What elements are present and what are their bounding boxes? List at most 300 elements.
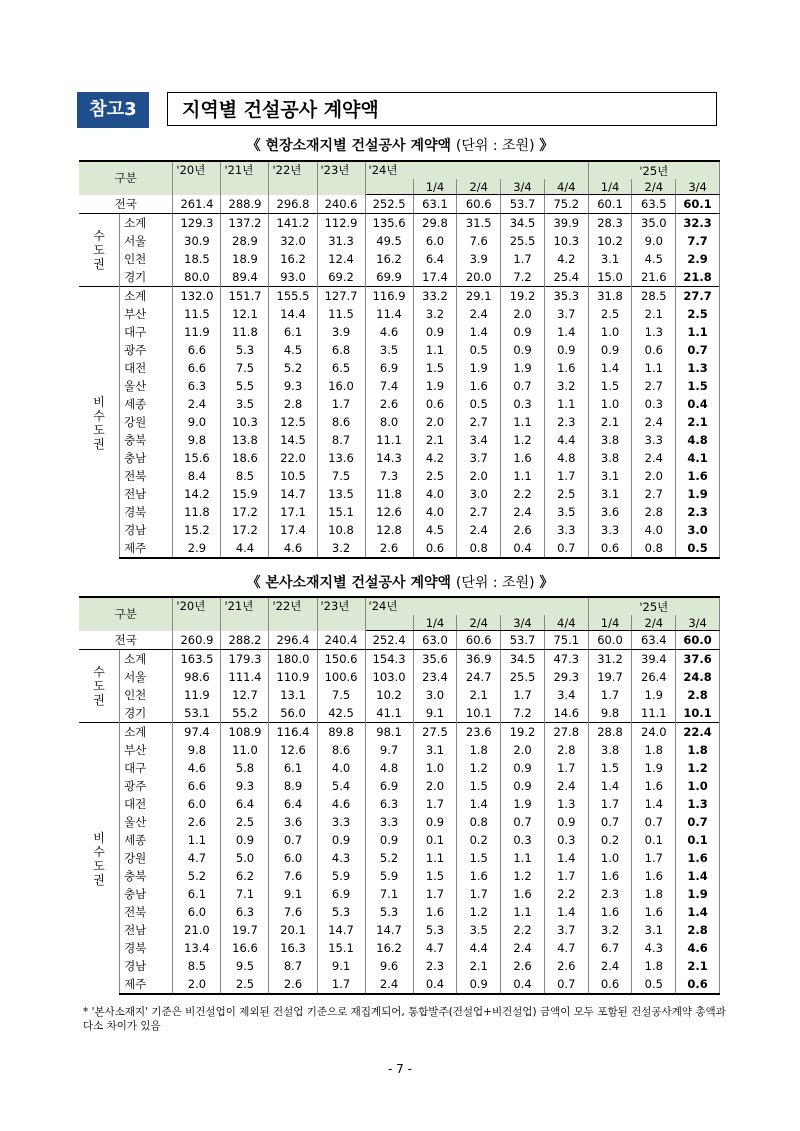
- table-cell: 111.4: [221, 668, 269, 686]
- table-cell: 3.1: [588, 467, 632, 485]
- table2-unit: (단위 : 조원): [455, 575, 535, 591]
- table-row: [79, 704, 720, 723]
- group-label-noncapital: 비수도권: [79, 287, 120, 559]
- row-label: 전남: [120, 921, 173, 939]
- table-cell: 1.7: [544, 467, 588, 485]
- table-cell: 6.3: [365, 795, 413, 813]
- table-cell: 5.2: [365, 849, 413, 867]
- table-cell: 12.6: [269, 741, 317, 759]
- column-header-quarter: 2/4: [632, 615, 676, 631]
- table-cell: 116.9: [365, 287, 413, 306]
- table-cell: 6.6: [173, 359, 221, 377]
- table-row: [79, 759, 720, 777]
- table-row: [79, 957, 720, 975]
- group-label-capital: 수도권: [79, 214, 120, 287]
- table-cell: 12.1: [221, 305, 269, 323]
- table-cell: 1.1: [501, 413, 545, 431]
- table-cell: 5.4: [317, 777, 365, 795]
- table-cell: 13.4: [173, 939, 221, 957]
- column-header-quarter: 1/4: [413, 615, 457, 631]
- table-cell: 5.2: [269, 359, 317, 377]
- table-cell: 3.7: [457, 449, 501, 467]
- table-row: [79, 521, 720, 539]
- table-cell: 6.6: [173, 777, 221, 795]
- table-cell: 11.9: [173, 686, 221, 704]
- table-cell: 2.2: [501, 485, 545, 503]
- column-header-quarter: 2/4: [457, 179, 501, 195]
- table-cell: 3.6: [588, 503, 632, 521]
- table-cell: 4.0: [632, 521, 676, 539]
- table-cell: 2.4: [632, 449, 676, 467]
- table-cell: 1.7: [501, 686, 545, 704]
- row-label: 충남: [120, 449, 173, 467]
- table-cell: 5.5: [221, 377, 269, 395]
- table-cell: 7.3: [365, 467, 413, 485]
- table-cell: 1.1: [413, 849, 457, 867]
- table-cell: 17.1: [269, 503, 317, 521]
- table-cell: 1.4: [632, 795, 676, 813]
- table-cell: 47.3: [544, 650, 588, 669]
- table-cell: 26.4: [632, 668, 676, 686]
- table-row: [79, 431, 720, 449]
- table-cell: 3.4: [544, 686, 588, 704]
- table-cell: 1.0: [588, 395, 632, 413]
- table-cell: 2.5: [221, 813, 269, 831]
- table-cell: 0.9: [501, 759, 545, 777]
- table-cell: 75.1: [544, 631, 588, 650]
- table-cell: 1.2: [457, 903, 501, 921]
- table-hq-location: [79, 596, 720, 995]
- table-cell: 2.1: [457, 686, 501, 704]
- table-cell: 12.5: [269, 413, 317, 431]
- row-label: 인천: [120, 686, 173, 704]
- table-cell: 141.2: [269, 214, 317, 233]
- table-cell: 8.5: [221, 467, 269, 485]
- table-cell: 1.6: [588, 867, 632, 885]
- table-cell: 0.1: [413, 831, 457, 849]
- table-cell: 28.5: [632, 287, 676, 306]
- table-cell: 6.0: [269, 849, 317, 867]
- column-header-year: '24년: [365, 161, 588, 179]
- table-cell: 27.8: [544, 723, 588, 742]
- table-cell: 0.4: [413, 975, 457, 994]
- column-header-year: '21년: [221, 161, 269, 195]
- table-cell: 1.1: [632, 359, 676, 377]
- table-cell: 0.7: [269, 831, 317, 849]
- table-cell: 14.3: [365, 449, 413, 467]
- table-cell: 1.3: [544, 795, 588, 813]
- table-cell: 1.8: [632, 885, 676, 903]
- table-cell: 288.9: [221, 195, 269, 214]
- row-label: 경남: [120, 957, 173, 975]
- table-cell: 2.6: [544, 957, 588, 975]
- table-cell: 63.1: [413, 195, 457, 214]
- table-cell: 25.4: [544, 268, 588, 287]
- column-header-quarter: 1/4: [413, 179, 457, 195]
- table-cell: 1.6: [632, 867, 676, 885]
- table-cell: 1.2: [457, 759, 501, 777]
- table-cell: 1.2: [501, 431, 545, 449]
- table-cell: 0.1: [676, 831, 720, 849]
- table-cell: 9.0: [632, 232, 676, 250]
- row-label: 전남: [120, 485, 173, 503]
- table-cell: 5.3: [365, 903, 413, 921]
- table-row: [79, 503, 720, 521]
- table-cell: 4.6: [317, 795, 365, 813]
- row-label: 전국: [79, 631, 173, 650]
- table-cell: 2.6: [173, 813, 221, 831]
- table-cell: 23.6: [457, 723, 501, 742]
- table-cell: 4.5: [632, 250, 676, 268]
- table-cell: 0.9: [588, 341, 632, 359]
- row-label: 경북: [120, 503, 173, 521]
- group-label-noncapital: 비수도권: [79, 723, 120, 995]
- table-cell: 0.2: [457, 831, 501, 849]
- table-cell: 10.5: [269, 467, 317, 485]
- table-cell: 179.3: [221, 650, 269, 669]
- table-cell: 1.3: [676, 359, 720, 377]
- table-cell: 2.5: [544, 485, 588, 503]
- table-cell: 9.8: [173, 431, 221, 449]
- table-cell: 2.7: [632, 377, 676, 395]
- table-cell: 108.9: [221, 723, 269, 742]
- table-cell: 1.6: [413, 903, 457, 921]
- row-label: 울산: [120, 377, 173, 395]
- table-row: [79, 250, 720, 268]
- table-cell: 17.4: [413, 268, 457, 287]
- table-row: [79, 232, 720, 250]
- table-row: [79, 268, 720, 287]
- table-cell: 3.6: [269, 813, 317, 831]
- table-cell: 11.1: [365, 431, 413, 449]
- table-cell: 13.5: [317, 485, 365, 503]
- table-cell: 93.0: [269, 268, 317, 287]
- table-cell: 1.4: [457, 323, 501, 341]
- table-cell: 4.3: [317, 849, 365, 867]
- table-cell: 0.9: [544, 341, 588, 359]
- table-cell: 4.3: [632, 939, 676, 957]
- table-cell: 11.5: [173, 305, 221, 323]
- table-cell: 2.3: [544, 413, 588, 431]
- table-cell: 1.6: [632, 903, 676, 921]
- table-cell: 1.1: [173, 831, 221, 849]
- table-row: [79, 795, 720, 813]
- table-cell: 1.5: [413, 867, 457, 885]
- table-cell: 16.3: [269, 939, 317, 957]
- table-cell: 2.5: [676, 305, 720, 323]
- row-label: 소계: [120, 214, 173, 233]
- table-cell: 6.7: [588, 939, 632, 957]
- table-cell: 103.0: [365, 668, 413, 686]
- row-label: 충남: [120, 885, 173, 903]
- table-cell: 2.4: [457, 305, 501, 323]
- table-cell: 17.2: [221, 521, 269, 539]
- row-label: 전북: [120, 467, 173, 485]
- table-cell: 7.1: [365, 885, 413, 903]
- row-label: 대전: [120, 359, 173, 377]
- column-header-year: '23년: [317, 597, 365, 631]
- table-cell: 1.3: [632, 323, 676, 341]
- table-cell: 1.5: [588, 377, 632, 395]
- table-cell: 41.1: [365, 704, 413, 723]
- table1-title-close: 》: [539, 138, 554, 154]
- table-cell: 5.0: [221, 849, 269, 867]
- table-cell: 6.4: [269, 795, 317, 813]
- table-cell: 2.8: [676, 686, 720, 704]
- table-cell: 1.4: [544, 323, 588, 341]
- table-cell: 261.4: [173, 195, 221, 214]
- table-cell: 129.3: [173, 214, 221, 233]
- table-cell: 19.7: [588, 668, 632, 686]
- table-cell: 0.5: [457, 341, 501, 359]
- table-cell: 1.5: [457, 777, 501, 795]
- page-title: 지역별 건설공사 계약액: [167, 92, 717, 126]
- column-header-year: '23년: [317, 161, 365, 195]
- table-cell: 2.4: [588, 957, 632, 975]
- table-cell: 1.7: [588, 686, 632, 704]
- table-cell: 0.7: [544, 539, 588, 558]
- table-cell: 2.0: [501, 741, 545, 759]
- table-cell: 1.7: [501, 250, 545, 268]
- table-cell: 7.6: [269, 903, 317, 921]
- table-row: [79, 467, 720, 485]
- table-cell: 25.5: [501, 232, 545, 250]
- table-cell: 1.9: [676, 885, 720, 903]
- table-row: [79, 741, 720, 759]
- table-cell: 35.6: [413, 650, 457, 669]
- table-cell: 2.0: [501, 305, 545, 323]
- row-label: 경기: [120, 268, 173, 287]
- table-cell: 24.8: [676, 668, 720, 686]
- table-cell: 1.5: [457, 849, 501, 867]
- table-cell: 15.6: [173, 449, 221, 467]
- table-cell: 3.0: [676, 521, 720, 539]
- table-cell: 2.8: [544, 741, 588, 759]
- row-label: 세종: [120, 831, 173, 849]
- column-header-quarter: 3/4: [676, 179, 720, 195]
- table-cell: 7.5: [317, 686, 365, 704]
- table-row: [79, 723, 720, 742]
- table-cell: 6.0: [413, 232, 457, 250]
- table-cell: 20.0: [457, 268, 501, 287]
- table-cell: 0.6: [632, 341, 676, 359]
- table-cell: 116.4: [269, 723, 317, 742]
- table-cell: 1.1: [501, 467, 545, 485]
- table-cell: 60.0: [676, 631, 720, 650]
- table-cell: 11.8: [173, 503, 221, 521]
- table-cell: 6.6: [173, 341, 221, 359]
- table-cell: 22.0: [269, 449, 317, 467]
- table-cell: 1.6: [676, 467, 720, 485]
- table-cell: 0.9: [501, 323, 545, 341]
- table-cell: 1.9: [413, 377, 457, 395]
- table-cell: 3.2: [317, 539, 365, 558]
- table-cell: 3.4: [457, 431, 501, 449]
- table-cell: 1.7: [413, 795, 457, 813]
- table-cell: 0.4: [501, 975, 545, 994]
- table-cell: 137.2: [221, 214, 269, 233]
- table-cell: 39.4: [632, 650, 676, 669]
- table-cell: 3.3: [365, 813, 413, 831]
- table-cell: 2.5: [413, 467, 457, 485]
- table-row: [79, 831, 720, 849]
- table-cell: 75.2: [544, 195, 588, 214]
- table-cell: 2.3: [588, 885, 632, 903]
- table-cell: 1.4: [544, 903, 588, 921]
- table-cell: 4.8: [365, 759, 413, 777]
- table-cell: 1.8: [632, 957, 676, 975]
- reference-badge: 참고3: [77, 92, 149, 128]
- table-cell: 8.4: [173, 467, 221, 485]
- table-cell: 6.1: [269, 759, 317, 777]
- table-cell: 6.9: [365, 359, 413, 377]
- table-cell: 4.6: [173, 759, 221, 777]
- table-cell: 4.2: [413, 449, 457, 467]
- table-cell: 6.9: [365, 777, 413, 795]
- table-cell: 0.5: [457, 395, 501, 413]
- table-cell: 4.4: [457, 939, 501, 957]
- table-cell: 9.1: [413, 704, 457, 723]
- table-cell: 1.8: [457, 741, 501, 759]
- table-cell: 5.9: [365, 867, 413, 885]
- table-cell: 5.3: [413, 921, 457, 939]
- table-cell: 31.5: [457, 214, 501, 233]
- table-cell: 0.5: [676, 539, 720, 558]
- table-cell: 4.6: [676, 939, 720, 957]
- table-row: [79, 287, 720, 306]
- table-cell: 1.7: [544, 759, 588, 777]
- table-cell: 3.5: [365, 341, 413, 359]
- table-cell: 3.2: [588, 921, 632, 939]
- table-cell: 3.1: [588, 250, 632, 268]
- table-cell: 22.4: [676, 723, 720, 742]
- column-header-quarter: 2/4: [457, 615, 501, 631]
- table-cell: 2.0: [632, 467, 676, 485]
- table-cell: 8.7: [317, 431, 365, 449]
- table-cell: 17.4: [269, 521, 317, 539]
- table-cell: 2.4: [501, 503, 545, 521]
- table-cell: 15.1: [317, 939, 365, 957]
- table-cell: 97.4: [173, 723, 221, 742]
- table-cell: 1.4: [457, 795, 501, 813]
- table-cell: 55.2: [221, 704, 269, 723]
- table-row: [79, 777, 720, 795]
- table-cell: 31.2: [588, 650, 632, 669]
- table-cell: 3.3: [317, 813, 365, 831]
- table-cell: 17.2: [221, 503, 269, 521]
- table-cell: 4.5: [413, 521, 457, 539]
- table-cell: 1.6: [544, 359, 588, 377]
- row-label: 소계: [120, 650, 173, 669]
- row-label: 전국: [79, 195, 173, 214]
- table-cell: 2.7: [632, 485, 676, 503]
- table-cell: 2.2: [544, 885, 588, 903]
- table-cell: 3.8: [588, 741, 632, 759]
- table-cell: 1.8: [632, 741, 676, 759]
- table-cell: 1.1: [544, 395, 588, 413]
- table-cell: 0.9: [413, 813, 457, 831]
- table-cell: 11.8: [365, 485, 413, 503]
- table-cell: 23.4: [413, 668, 457, 686]
- table-cell: 32.0: [269, 232, 317, 250]
- table-cell: 10.1: [457, 704, 501, 723]
- table-cell: 3.3: [632, 431, 676, 449]
- table-cell: 14.7: [317, 921, 365, 939]
- table-cell: 3.5: [221, 395, 269, 413]
- table-cell: 1.0: [588, 849, 632, 867]
- table-cell: 60.1: [676, 195, 720, 214]
- footnote: * '본사소재지' 기준은 비건설업이 제외된 건설업 기준으로 재집계되어, 통합발주(건설업+비건설업) 금액이 모두 포함된 건설공사계약 총액과 다소 차이가 있음: [83, 1006, 726, 1032]
- table-cell: 12.7: [221, 686, 269, 704]
- table-cell: 56.0: [269, 704, 317, 723]
- table-cell: 10.2: [365, 686, 413, 704]
- table-cell: 4.0: [413, 503, 457, 521]
- row-label: 대전: [120, 795, 173, 813]
- row-label: 강원: [120, 849, 173, 867]
- row-label: 강원: [120, 413, 173, 431]
- table-cell: 112.9: [317, 214, 365, 233]
- table-cell: 9.5: [221, 957, 269, 975]
- table-cell: 8.0: [365, 413, 413, 431]
- table-cell: 19.7: [221, 921, 269, 939]
- table-cell: 98.1: [365, 723, 413, 742]
- table-cell: 12.8: [365, 521, 413, 539]
- table-cell: 296.8: [269, 195, 317, 214]
- table-row: [79, 377, 720, 395]
- table-cell: 31.8: [588, 287, 632, 306]
- table-cell: 9.0: [173, 413, 221, 431]
- table-cell: 1.9: [632, 759, 676, 777]
- table2-title: [0, 572, 800, 592]
- row-label: 세종: [120, 395, 173, 413]
- table-cell: 1.6: [457, 867, 501, 885]
- table-row: [79, 903, 720, 921]
- table-cell: 4.0: [317, 759, 365, 777]
- table-cell: 1.9: [501, 795, 545, 813]
- table-cell: 63.4: [632, 631, 676, 650]
- table-cell: 1.5: [413, 359, 457, 377]
- table-cell: 15.0: [588, 268, 632, 287]
- table-cell: 2.6: [269, 975, 317, 994]
- table-cell: 151.7: [221, 287, 269, 306]
- table-cell: 0.7: [676, 813, 720, 831]
- table-cell: 12.4: [317, 250, 365, 268]
- table-cell: 1.6: [676, 849, 720, 867]
- table-cell: 18.5: [173, 250, 221, 268]
- table-cell: 155.5: [269, 287, 317, 306]
- table2-title-close: 》: [539, 575, 554, 591]
- table-cell: 150.6: [317, 650, 365, 669]
- group-label-capital: 수도권: [79, 650, 120, 723]
- table-cell: 2.6: [501, 521, 545, 539]
- row-label: 제주: [120, 539, 173, 558]
- table-cell: 2.3: [676, 503, 720, 521]
- table-cell: 1.2: [676, 759, 720, 777]
- table-cell: 8.5: [173, 957, 221, 975]
- table-cell: 2.7: [457, 503, 501, 521]
- table-cell: 16.2: [365, 250, 413, 268]
- table-cell: 3.8: [588, 449, 632, 467]
- table-row: [79, 214, 720, 233]
- row-label: 경남: [120, 521, 173, 539]
- table-cell: 11.1: [632, 704, 676, 723]
- table-cell: 21.6: [632, 268, 676, 287]
- table-cell: 19.2: [501, 723, 545, 742]
- row-label: 소계: [120, 287, 173, 306]
- table-cell: 9.8: [588, 704, 632, 723]
- column-header-year: '24년: [365, 597, 588, 615]
- table-cell: 28.3: [588, 214, 632, 233]
